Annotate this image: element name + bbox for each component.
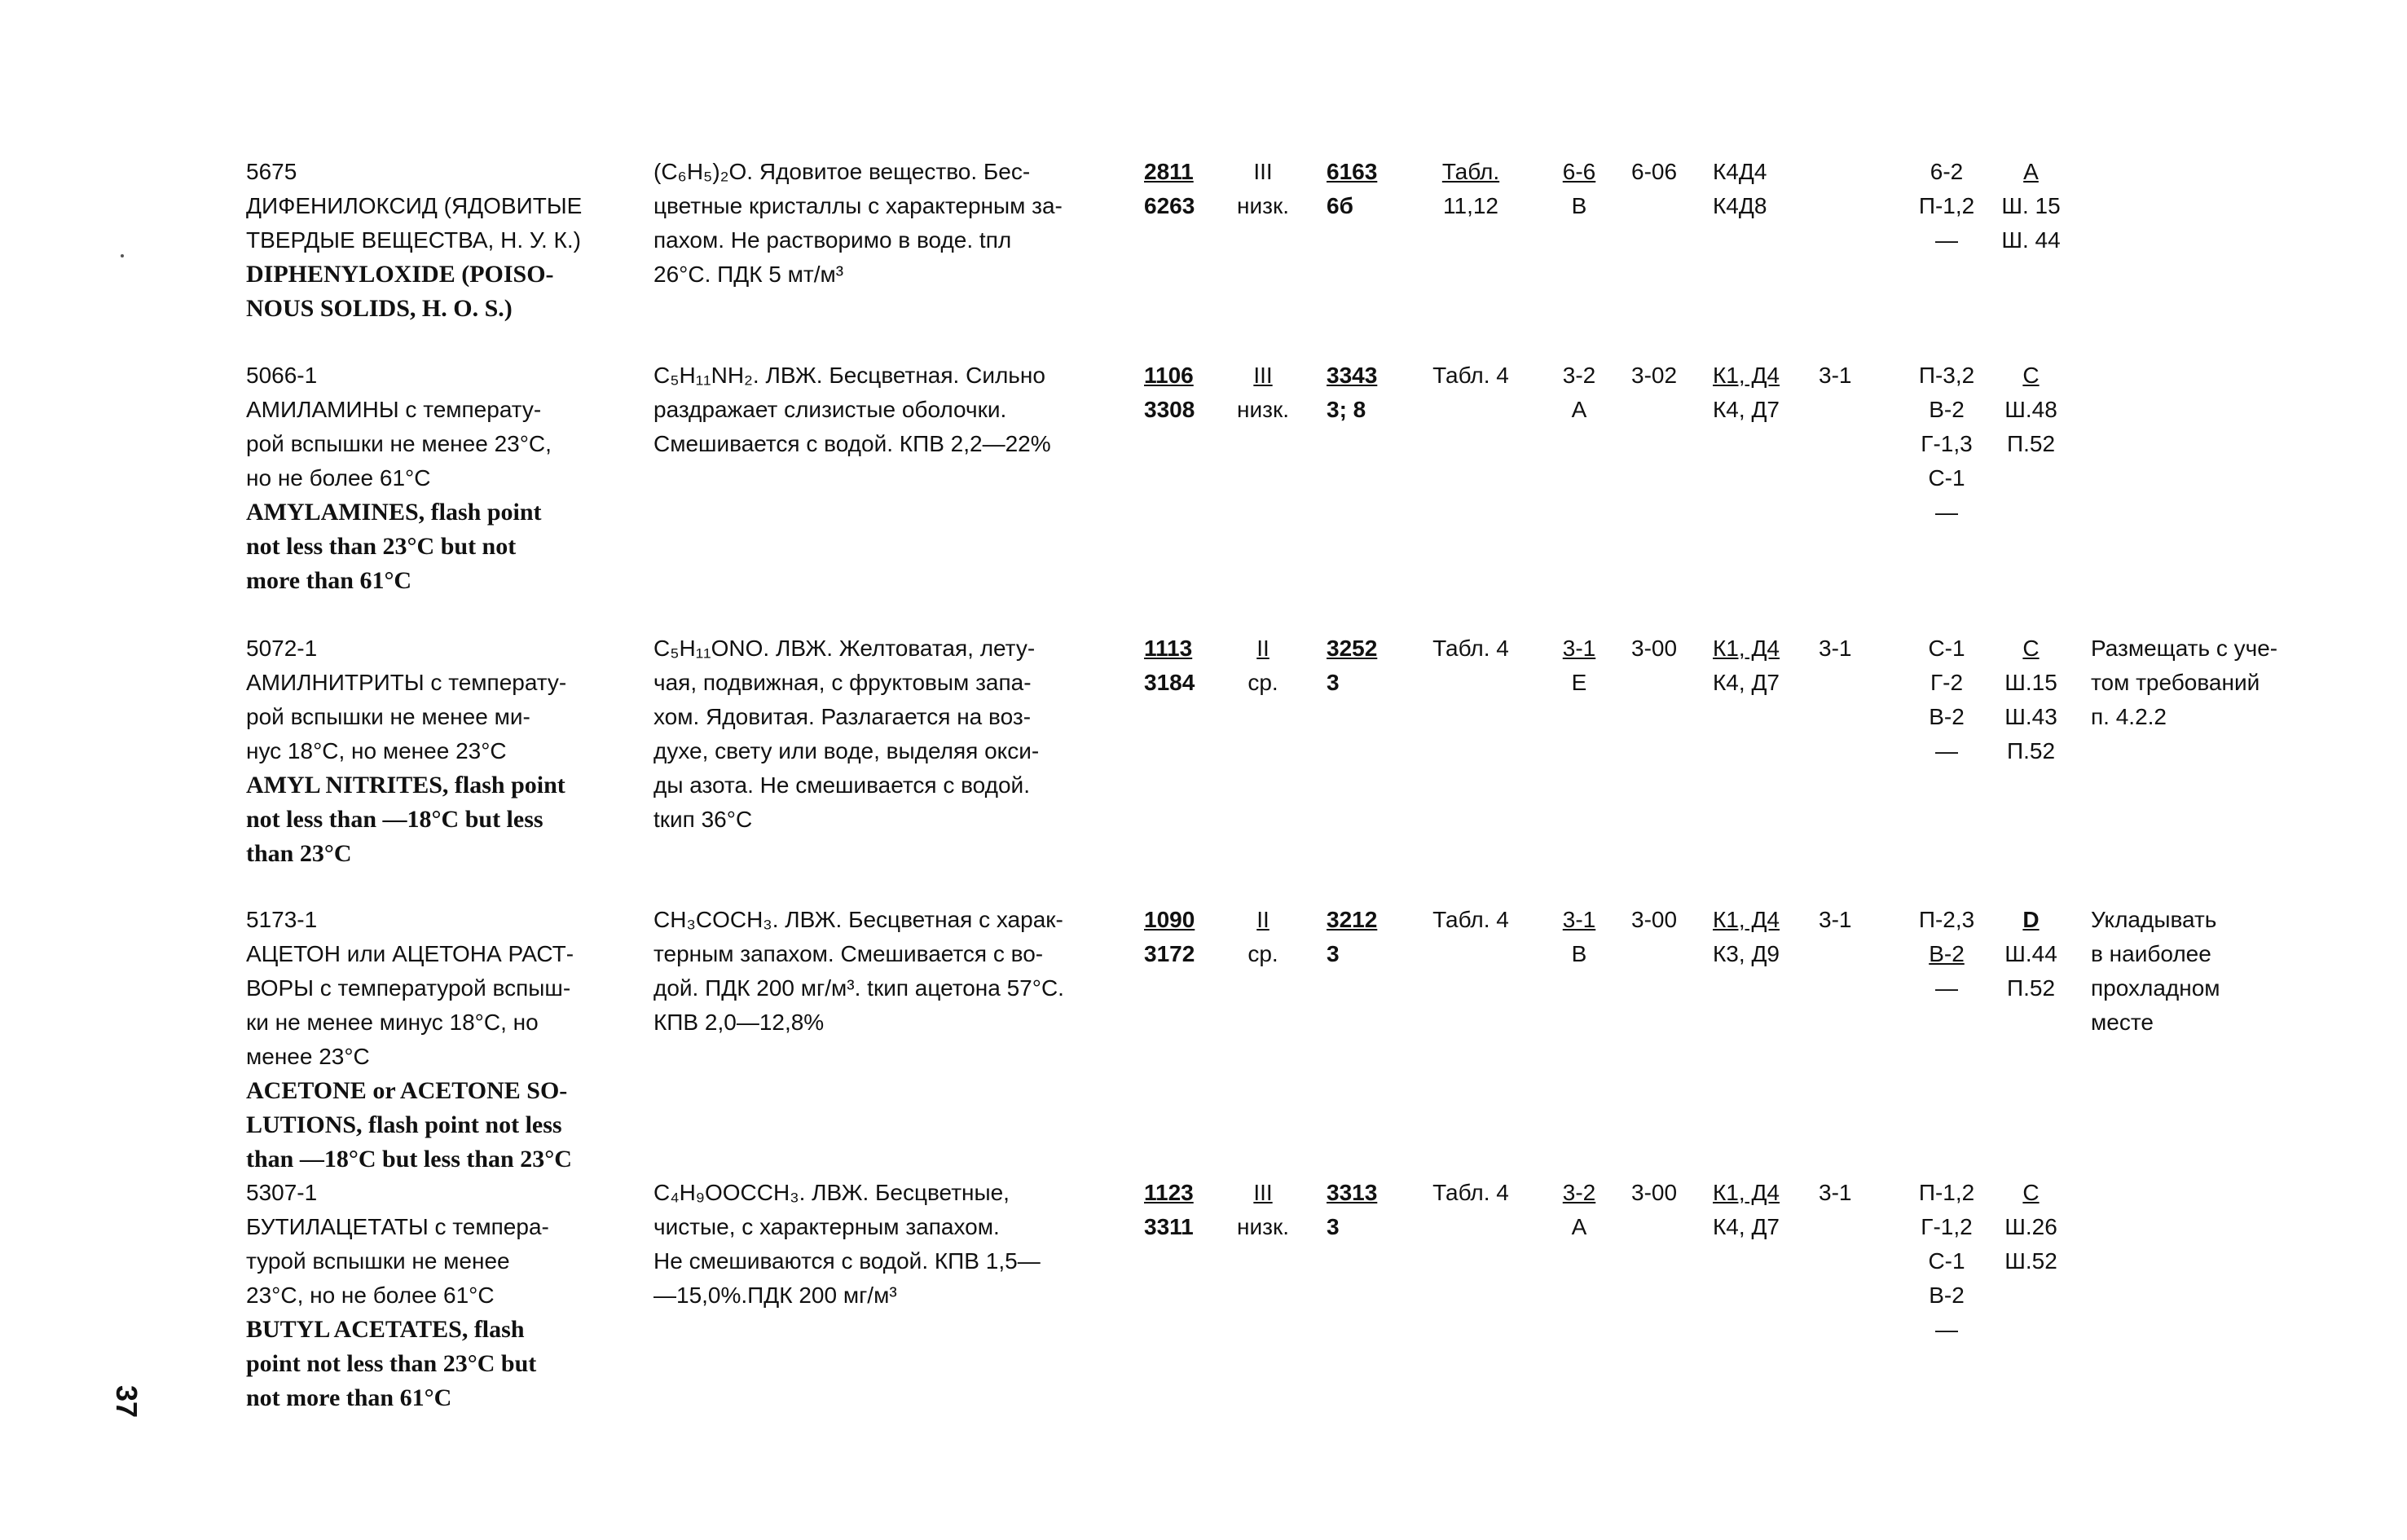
un-number: 1123 3311 xyxy=(1144,1180,1194,1239)
substance-description: CH₃COCH₃. ЛВЖ. Бесцветная с харак- терным запахом. Смешивается с во- дой. ПДК 200 мг/м³. tкип ацетона 57°С. КПВ 2,0—12,8% xyxy=(653,907,1064,1035)
substance-name: 5173-1 АЦЕТОН или АЦЕТОНА РАСТ- ВОРЫ с температурой вспыш- ки не менее минус 18°С, но менее 23°С ACETONE or ACETONE SO- LUTIONS, flash point not less than —18°C but less than 23°C xyxy=(246,903,629,1177)
entry-number: 5173-1 xyxy=(246,907,318,932)
packing-class: II ср. xyxy=(1248,907,1278,966)
entry-number: 5307-1 xyxy=(246,1180,318,1205)
substance-name: 5307-1 БУТИЛАЦЕТАТЫ с темпера- турой вспышки не менее 23°С, но не более 61°С BUTYL ACETATES, flash point not less than 23°C but not more than 61°C xyxy=(246,1176,629,1415)
stowage-code: D Ш.44 П.52 xyxy=(2004,907,2057,1001)
ems-code: 3252 3 xyxy=(1327,636,1378,695)
segregation-code: 3-1 xyxy=(1819,907,1852,932)
fire-code: П-3,2 В-2 Г-1,3 С-1 — xyxy=(1918,363,1975,525)
mfag-table: Табл. 4 xyxy=(1432,363,1509,388)
packing-class: III низк. xyxy=(1237,363,1289,422)
packing-class: II ср. xyxy=(1248,636,1278,695)
entry-number: 5066-1 xyxy=(246,363,318,388)
hazard-group: 3-2 А xyxy=(1562,363,1596,422)
un-number: 2811 6263 xyxy=(1144,159,1195,218)
container-code: К1, Д4 К4, Д7 xyxy=(1713,363,1780,422)
substance-description: C₅H₁₁ONO. ЛВЖ. Желтоватая, лету- чая, подвижная, с фруктовым запа- хом. Ядовитая. Разлагается на воз- духе, свету или воде, выделяя окси- ды азота. Не смешивается с водой. tкип 36°С xyxy=(653,636,1040,832)
entry-number: 5072-1 xyxy=(246,636,318,661)
ems-code: 3313 3 xyxy=(1327,1180,1378,1239)
stowage-code: С Ш.48 П.52 xyxy=(2004,363,2057,456)
container-code: К4Д4 К4Д8 xyxy=(1713,159,1767,218)
substance-description: C₄H₉OOCCH₃. ЛВЖ. Бесцветные, чистые, с характерным запахом. Не смешиваются с водой. КПВ 1,5— —15,0%.ПДК 200 мг/м³ xyxy=(653,1180,1041,1308)
fire-code: П-2,3 В-2 — xyxy=(1918,907,1975,1001)
un-number: 1106 3308 xyxy=(1144,363,1195,422)
special-note: Размещать с уче- том требований п. 4.2.2 xyxy=(2091,636,2278,729)
entry-number: 5675 xyxy=(246,159,297,184)
segregation-code: 3-1 xyxy=(1819,636,1852,661)
scan-speck xyxy=(121,254,124,257)
un-number: 1090 3172 xyxy=(1144,907,1195,966)
segregation-code: 3-1 xyxy=(1819,363,1852,388)
ems-code: 3212 3 xyxy=(1327,907,1378,966)
hazard-group: 3-1 В xyxy=(1562,907,1596,966)
stowage-code: С Ш.26 Ш.52 xyxy=(2004,1180,2057,1274)
page-number: 37 xyxy=(110,1385,143,1419)
stowage-code: С Ш.15 Ш.43 П.52 xyxy=(2004,636,2057,763)
fire-code: 6-2 П-1,2 — xyxy=(1918,159,1975,253)
hazard-group: 3-1 Е xyxy=(1562,636,1596,695)
hazard-group: 3-2 А xyxy=(1562,1180,1596,1239)
stowage-code: А Ш. 15 Ш. 44 xyxy=(2001,159,2061,253)
un-number: 1113 3184 xyxy=(1144,636,1195,695)
mfag-table: Табл. 4 xyxy=(1432,636,1509,661)
packing-class: III низк. xyxy=(1237,1180,1289,1239)
substance-name: 5675 ДИФЕНИЛОКСИД (ЯДОВИТЫЕ ТВЕРДЫЕ ВЕЩЕСТВА, Н. У. К.) DIPHENYLOXIDE (POISO- NOUS SOLIDS, H. O. S.) xyxy=(246,155,629,326)
substance-name: 5072-1 АМИЛНИТРИТЫ с температу- рой вспышки не менее ми- нус 18°С, но менее 23°С AMYL NITRITES, flash point not less than —18°C but less than 23°C xyxy=(246,631,629,871)
package-code: 3-00 xyxy=(1631,907,1678,932)
mfag-table: Табл. 11,12 xyxy=(1441,159,1500,218)
package-code: 3-00 xyxy=(1631,1180,1678,1205)
mfag-table: Табл. 4 xyxy=(1432,1180,1509,1205)
substance-description: C₅H₁₁NH₂. ЛВЖ. Бесцветная. Сильно раздражает слизистые оболочки. Смешивается с водой. КПВ 2,2—22% xyxy=(653,363,1051,456)
special-note: Укладывать в наиболее прохладном месте xyxy=(2091,907,2220,1035)
package-code: 6-06 xyxy=(1631,159,1678,184)
container-code: К1, Д4 К3, Д9 xyxy=(1713,907,1780,966)
mfag-table: Табл. 4 xyxy=(1432,907,1509,932)
hazard-group: 6-6 В xyxy=(1562,159,1596,218)
container-code: К1, Д4 К4, Д7 xyxy=(1713,636,1780,695)
ems-code: 3343 3; 8 xyxy=(1327,363,1378,422)
ems-code: 6163 6б xyxy=(1327,159,1378,218)
substance-description: (C₆H₅)₂O. Ядовитое вещество. Бес- цветные кристаллы с характерным за- пахом. Не растворимо в воде. tпл 26°С. ПДК 5 мт/м³ xyxy=(653,159,1063,287)
package-code: 3-02 xyxy=(1631,363,1678,388)
segregation-code: 3-1 xyxy=(1819,1180,1852,1205)
fire-code: П-1,2 Г-1,2 С-1 В-2 — xyxy=(1918,1180,1975,1342)
substance-name: 5066-1 АМИЛАМИНЫ с температу- рой вспышки не менее 23°С, но не более 61°С AMYLAMINES, flash point not less than 23°C but not more than 61°C xyxy=(246,359,629,598)
fire-code: С-1 Г-2 В-2 — xyxy=(1928,636,1965,763)
container-code: К1, Д4 К4, Д7 xyxy=(1713,1180,1780,1239)
packing-class: III низк. xyxy=(1237,159,1289,218)
package-code: 3-00 xyxy=(1631,636,1678,661)
